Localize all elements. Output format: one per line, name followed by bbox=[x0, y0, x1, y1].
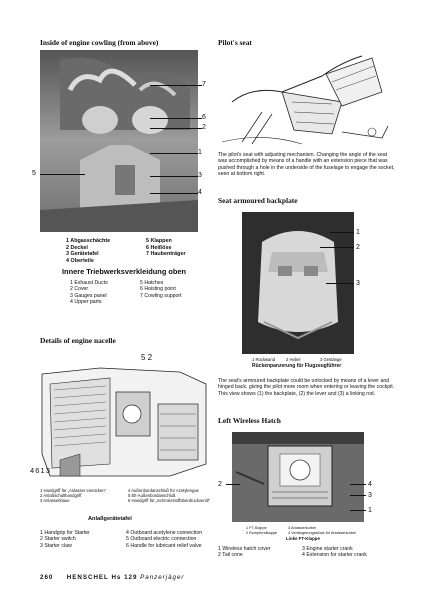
heading-pilot-seat: Pilot's seat bbox=[218, 38, 252, 47]
pilot-seat-drawing bbox=[222, 52, 394, 148]
cowling-de-3: 3 Gerätetafel bbox=[66, 251, 99, 258]
cowling-en-1: 1 Exhaust Ducts bbox=[70, 280, 108, 286]
cowling-callout-5: 5 bbox=[32, 170, 36, 177]
cowling-callout-3: 3 bbox=[198, 172, 202, 179]
hatch-en-1: 1 Wireless hatch cover bbox=[218, 546, 271, 552]
cowling-de-5: 5 Klappen bbox=[146, 238, 172, 244]
cowling-en-4: 4 Upper parts bbox=[70, 299, 102, 306]
hatch-de-2: 2 Rumpfendkappe bbox=[246, 530, 278, 535]
wireless-hatch-photo bbox=[232, 432, 364, 522]
engine-cowling-photo bbox=[40, 50, 198, 232]
nacelle-de-6: 6 Handgriff für „Schmierstoffüberdruckventil" bbox=[128, 498, 211, 503]
hatch-german-legend bbox=[246, 526, 356, 535]
backplate-de-3: 3 Gestänge bbox=[320, 357, 342, 362]
cowling-callout-1: 1 bbox=[198, 149, 202, 156]
heading-armoured-backplate: Seat armoured backplate bbox=[218, 196, 298, 205]
cowling-en-6: 6 Hoisting point bbox=[140, 286, 176, 293]
nacelle-english-legend bbox=[40, 530, 202, 549]
backplate-de-2: 2 Hebel bbox=[286, 357, 301, 362]
heading-engine-cowling: Inside of engine cowling (from above) bbox=[40, 38, 159, 47]
backplate-caption: The seat's armoured backplate could be unlocked by means of a lever and hinged back, giving the pilot more room when entering or leaving the cockpit. This view shows (1) the backplate, (2) the lever and (3) a linking rod. bbox=[218, 378, 395, 397]
nacelle-de-3: 3 Anlasserklaue bbox=[40, 498, 70, 503]
nacelle-top-callouts: 5 2 bbox=[141, 353, 153, 362]
wireless-hatch-illustration bbox=[232, 432, 364, 522]
hatch-callout-2: 2 bbox=[218, 481, 222, 488]
nacelle-en-2: 2 Starter switch bbox=[40, 536, 76, 543]
nacelle-en-4: 4 Outboard acetylene connection bbox=[126, 530, 203, 536]
backplate-german-legend bbox=[252, 357, 342, 362]
nacelle-german-legend bbox=[40, 488, 210, 503]
hatch-en-3: 3 Engine starter crank bbox=[302, 546, 353, 552]
hatch-callout-1: 1 bbox=[368, 507, 372, 514]
cowling-german-legend bbox=[66, 238, 186, 264]
heading-engine-nacelle: Details of engine nacelle bbox=[40, 336, 116, 345]
cowling-callout-2: 2 bbox=[202, 124, 206, 131]
backplate-de-1: 1 Rückwand bbox=[252, 357, 276, 362]
hatch-callout-3: 3 bbox=[368, 492, 372, 499]
hatch-en-2: 2 Tail cone bbox=[218, 552, 243, 559]
backplate-callout-1: 1 bbox=[356, 229, 360, 236]
cowling-de-4: 4 Oberteile bbox=[66, 257, 94, 264]
nacelle-de-1: 1 Handgriff für „Anlasser einrücken" bbox=[40, 488, 107, 493]
nacelle-en-5: 5 Outboard electric connection bbox=[126, 536, 197, 543]
cowling-de-7: 7 Haubenträger bbox=[146, 251, 186, 258]
cowling-en-2: 2 Cover bbox=[70, 286, 89, 293]
nacelle-left-callouts: 4 6 1 3 bbox=[30, 466, 50, 475]
hatch-en-4: 4 Extension for starter crank bbox=[302, 552, 367, 559]
nacelle-en-6: 6 Handle for lubricant relief valve bbox=[126, 542, 202, 549]
hatch-de-3: 3 Anlasserkurbel bbox=[288, 526, 317, 530]
cowling-en-5: 5 Hatches bbox=[140, 280, 164, 286]
engine-cowling-illustration bbox=[40, 50, 198, 232]
cowling-german-title: Innere Triebwerksverkleidung oben bbox=[62, 267, 187, 276]
hatch-de-4: 4 Verlängerungsstück für Anlasserkurbel bbox=[288, 530, 356, 535]
page-footer bbox=[40, 574, 185, 581]
hatch-german-title: Linke FT-Klappe bbox=[286, 536, 320, 541]
pilot-seat-line-drawing bbox=[222, 52, 394, 148]
nacelle-de-2: 2 Anlaßschalthandgriff bbox=[40, 493, 82, 498]
backplate-german-title: Rückenpanzerung für Flugzeugführer bbox=[252, 363, 342, 369]
cowling-de-6: 6 Heißöse bbox=[146, 244, 172, 251]
nacelle-de-4: 4 Außenbordanschluß für Azetylengas bbox=[128, 488, 199, 493]
cowling-de-2: 2 Deckel bbox=[66, 244, 88, 251]
nacelle-german-title: Anlaßgerätetafel bbox=[88, 516, 132, 522]
pilot-seat-caption: The pilot's seat with adjusting mechanism. Changing the angle of the seat was accomplished by means of a handle with an extension piece that was pushed through a hole in the underside of the fuselage to engage the socket, seen at bottom right. bbox=[218, 152, 395, 178]
hatch-de-1: 1 FT-Klappe bbox=[246, 526, 267, 530]
footer-title-italic: Panzerjäger bbox=[140, 574, 185, 581]
cowling-de-1: 1 Abgasschächte bbox=[66, 238, 111, 244]
cowling-callout-7: 7 bbox=[202, 81, 206, 88]
nacelle-de-5: 5 Elt-Außenbordanschluß bbox=[128, 493, 176, 498]
cowling-en-7: 7 Cowling support bbox=[140, 292, 182, 299]
cowling-callout-4: 4 bbox=[198, 189, 202, 196]
cowling-english-legend bbox=[70, 280, 182, 306]
nacelle-en-3: 3 Starter claw bbox=[40, 542, 72, 549]
hatch-english-legend bbox=[218, 546, 367, 559]
hatch-callout-4: 4 bbox=[368, 481, 372, 488]
cowling-en-3: 3 Gauges panel bbox=[70, 292, 107, 299]
engine-nacelle-drawing bbox=[40, 364, 208, 480]
backplate-callout-2: 2 bbox=[356, 244, 360, 251]
cowling-callout-6: 6 bbox=[202, 114, 206, 121]
nacelle-line-drawing bbox=[40, 364, 208, 480]
nacelle-en-1: 1 Handgrip for Starter bbox=[40, 530, 90, 536]
backplate-callout-3: 3 bbox=[356, 280, 360, 287]
heading-wireless-hatch: Left Wireless Hatch bbox=[218, 416, 281, 425]
page-number: 260 bbox=[40, 574, 54, 581]
footer-title: HENSCHEL Hs 129 bbox=[66, 574, 138, 581]
